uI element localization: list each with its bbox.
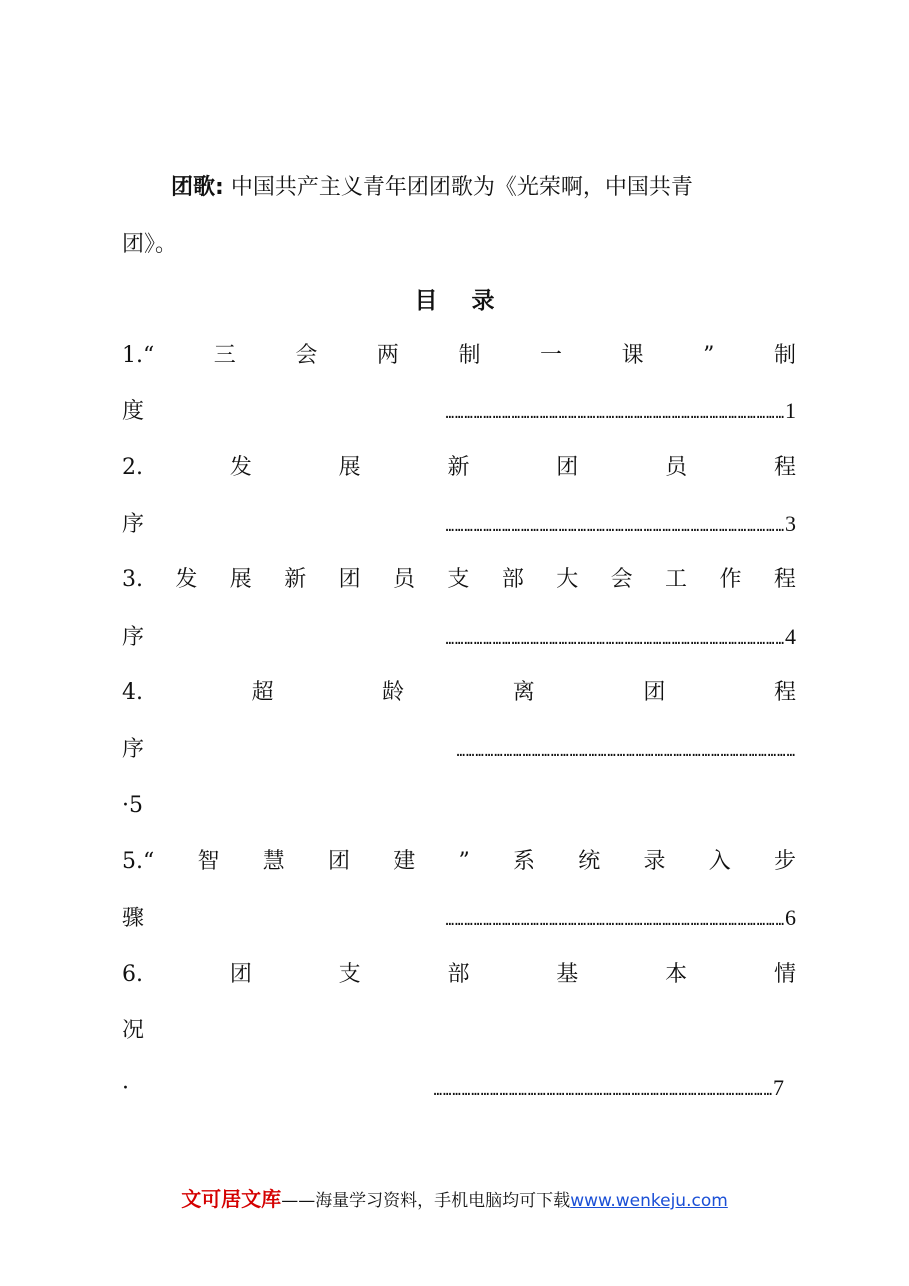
toc-entry-1-page: 1 <box>785 398 796 423</box>
toc-entry-3-char: 展 <box>229 567 252 592</box>
toc-entry-4-page: ·5 <box>122 793 143 818</box>
toc-entry-1-char: 会 <box>295 343 318 368</box>
toc-entry-2-char: 新 <box>447 455 470 480</box>
toc-entry-5-char: 智 <box>197 849 220 874</box>
toc-entry-1-char: 制 <box>458 343 481 368</box>
toc-entry-1-char: 课 <box>621 343 644 368</box>
toc-leader-dots: ……………………………………………………………………………………………… <box>445 913 785 929</box>
toc-entry-2-lead: 序 <box>122 512 145 537</box>
toc-title: 目录 <box>414 288 529 314</box>
toc-entry-5-char: 5.“ <box>122 849 155 874</box>
toc-entry-5-char: 慧 <box>262 849 285 874</box>
toc-entry-3-char: 新 <box>284 567 307 592</box>
toc-entry-1-char: 一 <box>540 343 563 368</box>
toc-entry-3-char: 会 <box>610 567 633 592</box>
toc-entry-5-char: ” <box>458 849 470 874</box>
toc-entry-5-char: 录 <box>643 849 666 874</box>
toc-entry-5-lead: 骤 <box>122 906 145 931</box>
toc-entry-5-char: 系 <box>512 849 535 874</box>
toc-entry-6-line1[interactable] <box>122 960 796 990</box>
toc-entry-5-char: 建 <box>393 849 416 874</box>
toc-entry-4-char: 程 <box>773 680 796 705</box>
toc-entry-3-char: 作 <box>719 567 742 592</box>
toc-entry-3-char: 员 <box>393 567 416 592</box>
toc-entry-4-char: 超 <box>251 680 274 705</box>
toc-entry-6-char: 支 <box>338 962 361 987</box>
toc-entry-3-char: 支 <box>447 567 470 592</box>
toc-entry-2-line2[interactable] <box>122 509 796 539</box>
toc-entry-3-lead: 序 <box>122 625 145 650</box>
toc-entry-4-char: 龄 <box>382 680 405 705</box>
intro-paragraph-line2 <box>122 227 802 258</box>
toc-entry-1-char: 制 <box>773 343 796 368</box>
toc-entry-6-lead: 况 <box>122 1018 145 1043</box>
toc-entry-3-char: 程 <box>773 567 796 592</box>
footer-tagline: ——海量学习资料，手机电脑均可下载 <box>281 1191 571 1211</box>
toc-entry-5-char: 团 <box>327 849 350 874</box>
toc-entry-3-char: 3. <box>122 567 143 592</box>
toc-leader-dots: ……………………………………………………………………………………………… <box>445 406 785 422</box>
footer-banner <box>0 1183 909 1212</box>
toc-entry-4-line3[interactable] <box>122 791 796 821</box>
toc-leader-dots: ……………………………………………………………………………………………… <box>456 744 796 760</box>
toc-entry-1-char: 三 <box>213 343 236 368</box>
toc-entry-3-char: 发 <box>175 567 198 592</box>
toc-leader-dots: ……………………………………………………………………………………………… <box>433 1083 773 1099</box>
toc-entry-6-char: 6. <box>122 962 143 987</box>
intro-label: 团歌: <box>171 175 224 200</box>
toc-entry-5-page: 6 <box>785 905 796 930</box>
toc-entry-1-char: 两 <box>376 343 399 368</box>
toc-entry-5-char: 步 <box>773 849 796 874</box>
toc-entry-2-char: 员 <box>665 455 688 480</box>
toc-entry-6-page: 7 <box>773 1075 784 1100</box>
toc-entry-6-char: 情 <box>773 962 796 987</box>
toc-entry-2-line1[interactable] <box>122 453 796 483</box>
toc-entry-6-line3[interactable] <box>122 1073 784 1103</box>
toc-leader-dots: ……………………………………………………………………………………………… <box>445 632 785 648</box>
intro-text-line2: 团》。 <box>122 232 178 257</box>
toc-entry-6-char: 团 <box>229 962 252 987</box>
footer-link[interactable]: www.wenkeju.com <box>570 1191 728 1211</box>
toc-entry-5-char: 统 <box>578 849 601 874</box>
toc-entry-5-line2[interactable] <box>122 903 796 933</box>
toc-entry-1-char: 1.“ <box>122 343 155 368</box>
toc-entry-3-char: 工 <box>665 567 688 592</box>
toc-entry-4-line1[interactable] <box>122 678 796 708</box>
toc-entry-4-line2[interactable] <box>122 735 796 765</box>
toc-entry-5-char: 入 <box>708 849 731 874</box>
toc-entry-1-char: ” <box>703 343 715 368</box>
toc-entry-3-line2[interactable] <box>122 622 796 652</box>
toc-entry-4-char: 4. <box>122 680 143 705</box>
toc-entry-6-char: 部 <box>447 962 470 987</box>
toc-entry-3-char: 大 <box>556 567 579 592</box>
toc-entry-3-char: 团 <box>338 567 361 592</box>
intro-text-line1: 中国共产主义青年团团歌为《光荣啊，中国共青 <box>230 175 693 200</box>
toc-entry-6-char: 本 <box>665 962 688 987</box>
toc-leader-dots: ……………………………………………………………………………………………… <box>445 519 785 535</box>
toc-entry-6-char: 基 <box>556 962 579 987</box>
toc-entry-2-char: 展 <box>338 455 361 480</box>
toc-entry-4-lead: 序 <box>122 737 145 762</box>
toc-entry-2-char: 2. <box>122 455 143 480</box>
toc-entry-3-line1[interactable] <box>122 565 796 595</box>
toc-entry-2-char: 程 <box>773 455 796 480</box>
toc-entry-1-line2[interactable] <box>122 396 796 426</box>
toc-entry-4-char: 团 <box>643 680 666 705</box>
toc-entry-4-char: 离 <box>512 680 535 705</box>
toc-entry-2-page: 3 <box>785 511 796 536</box>
toc-entry-5-line1[interactable] <box>122 847 796 877</box>
toc-entry-1-line1[interactable] <box>122 341 796 371</box>
toc-entry-6-line2[interactable] <box>122 1016 796 1046</box>
toc-entry-3-page: 4 <box>785 624 796 649</box>
toc-entry-2-char: 团 <box>556 455 579 480</box>
toc-entry-3-char: 部 <box>501 567 524 592</box>
footer-brand: 文可居文库 <box>181 1187 282 1211</box>
toc-entry-2-char: 发 <box>229 455 252 480</box>
toc-entry-6-lead-dot: · <box>122 1076 129 1101</box>
toc-entry-1-lead: 度 <box>122 399 145 424</box>
intro-paragraph-line1 <box>171 170 851 201</box>
